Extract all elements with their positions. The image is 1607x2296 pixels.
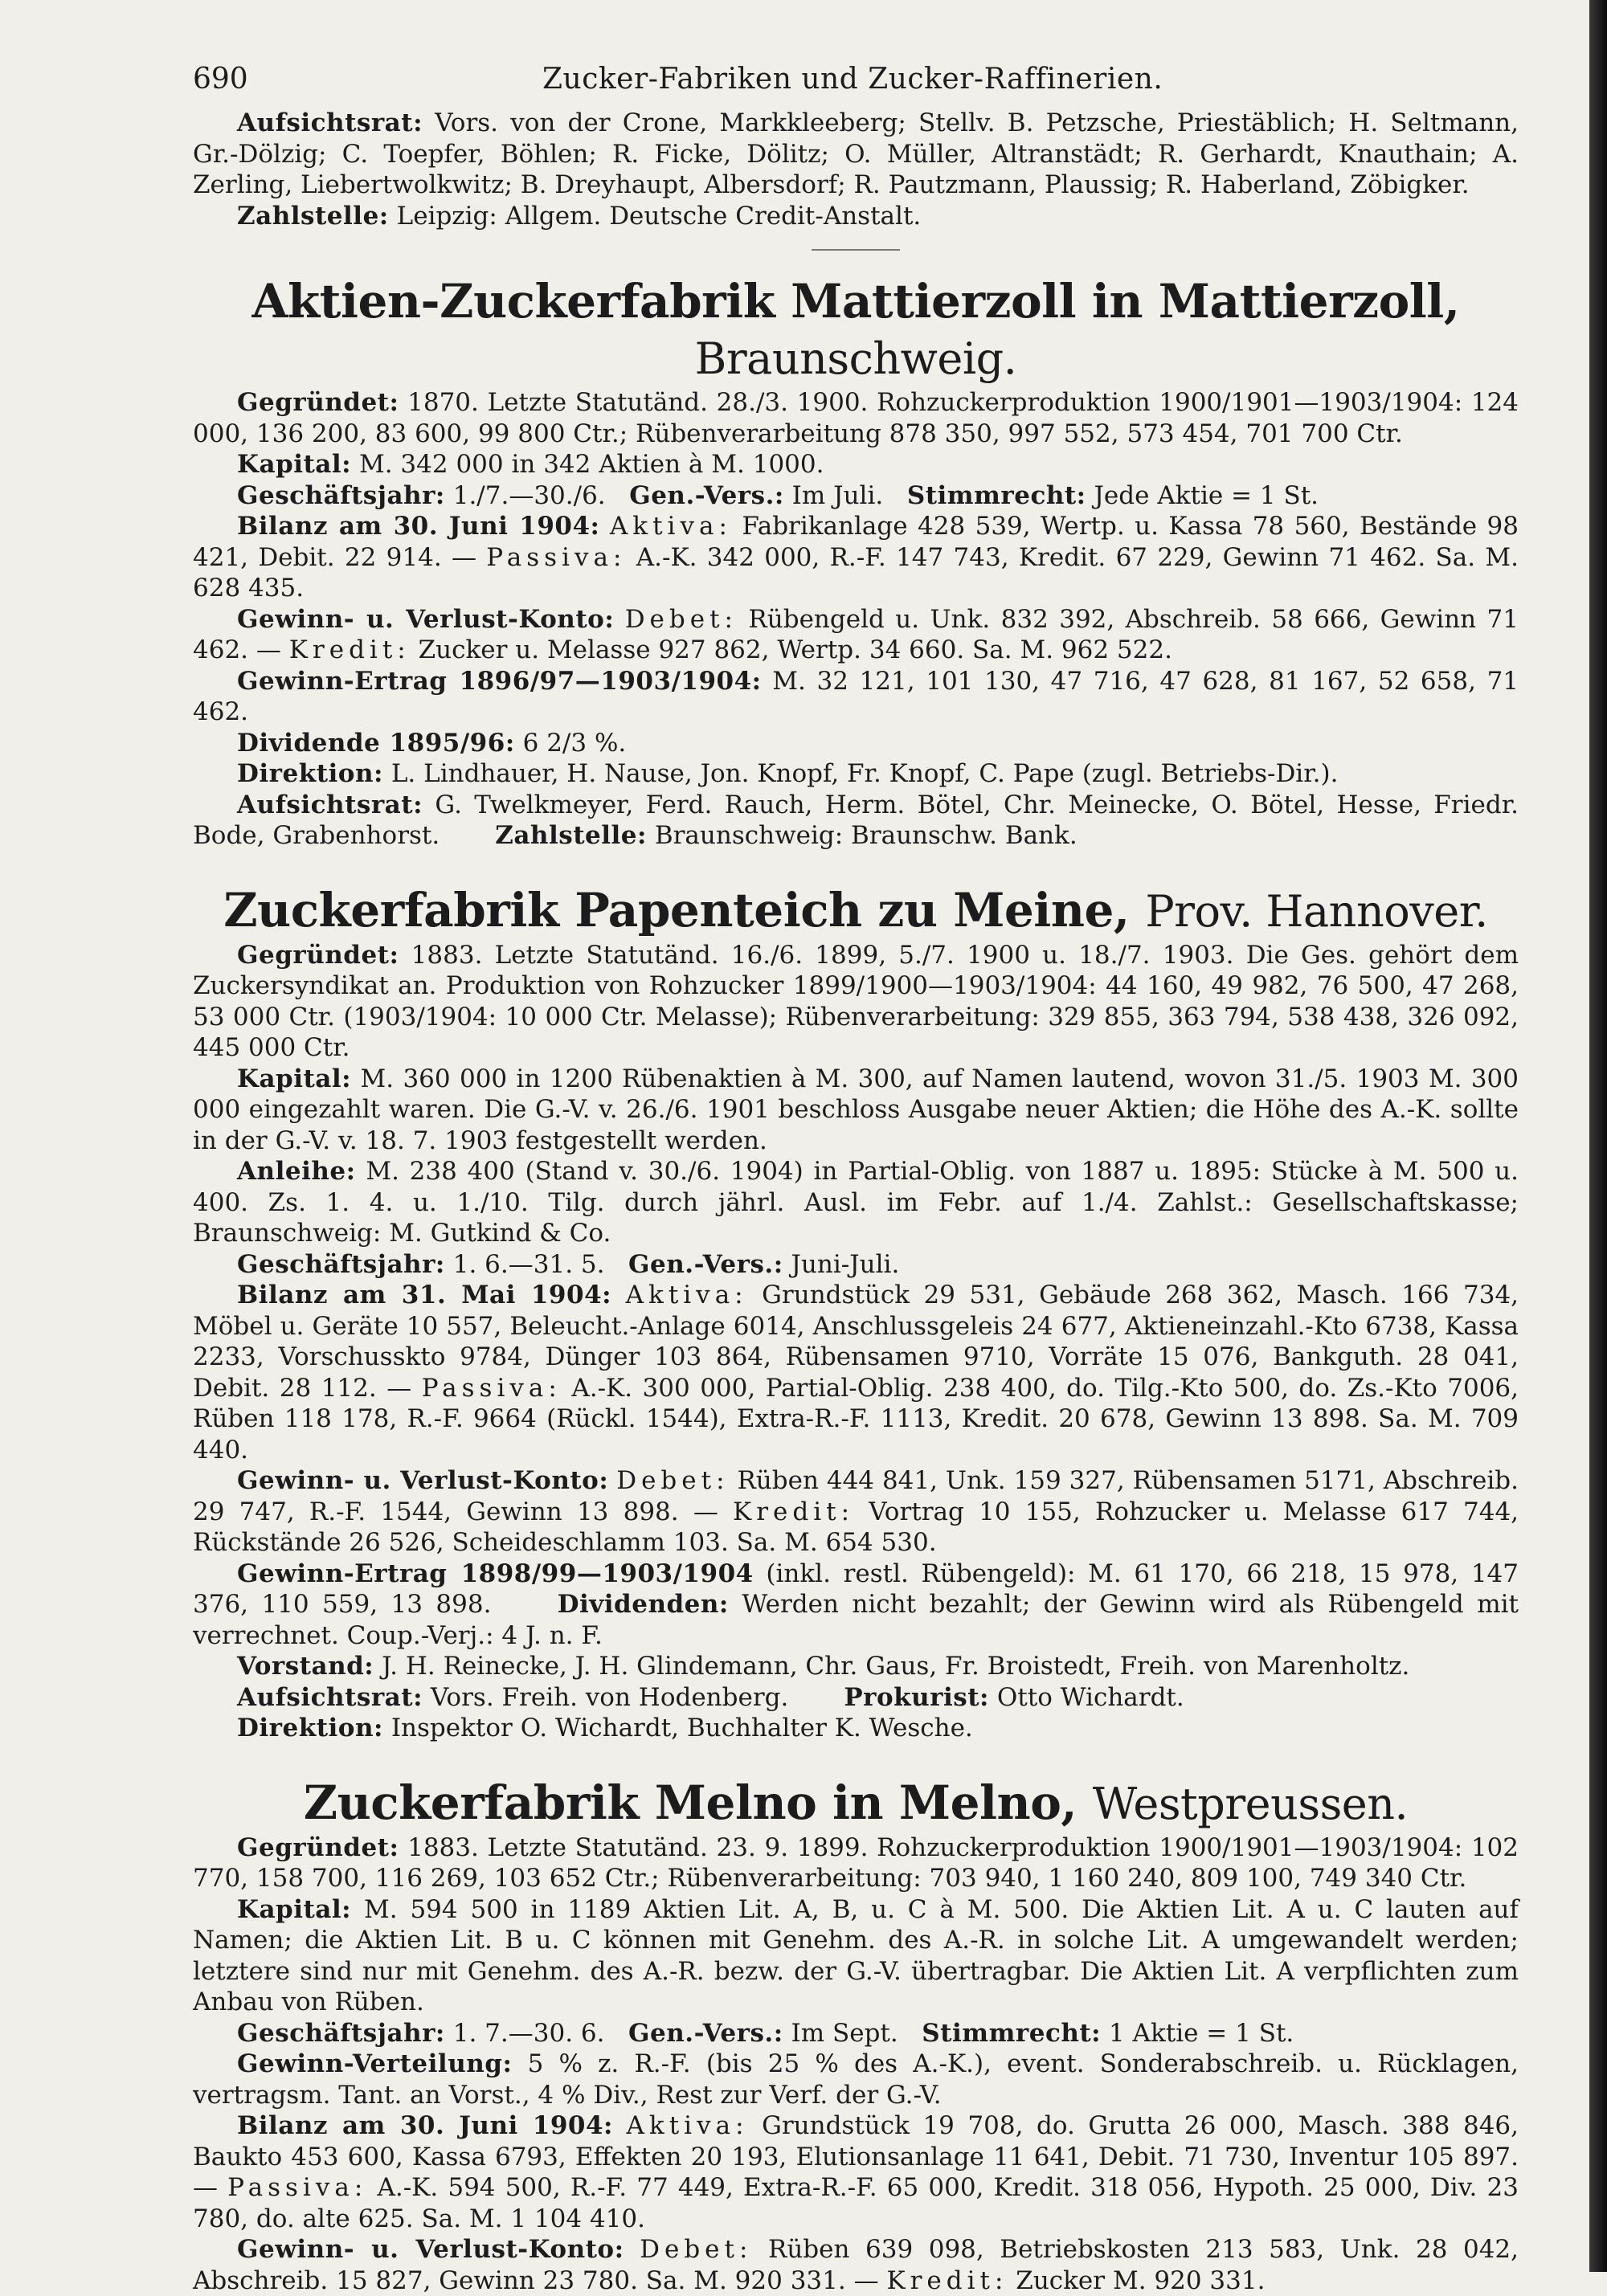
- field-text: L. Lindhauer, H. Nause, Jon. Knopf, Fr. Knopf, C. Pape (zugl. Betriebs-Dir.).: [391, 759, 1339, 788]
- ertrag-paragraph: [193, 1559, 1519, 1652]
- geschaeftsjahr-paragraph: [193, 1249, 1519, 1281]
- kapital-paragraph: [193, 449, 1519, 480]
- field-label: Gen.-Vers.:: [628, 1250, 783, 1279]
- field-label: Aufsichtsrat:: [237, 1683, 423, 1712]
- field-text: Braunschweig.: [695, 333, 1017, 384]
- kapital-paragraph: [193, 1064, 1519, 1157]
- section-divider: [812, 249, 900, 251]
- field-label: Gegründet:: [237, 1833, 399, 1862]
- field-text: Aktien-Zuckerfabrik Mattierzoll in Mattierzoll,: [251, 274, 1459, 329]
- field-text: Otto Wichardt.: [997, 1683, 1184, 1712]
- field-label: Zahlstelle:: [237, 202, 389, 231]
- field-text: Werden nicht bezahlt; der Gewinn wird als Rübengeld mit verrechnet. Coup.-Verj.: 4 J. n. F.: [193, 1590, 1519, 1650]
- field-text: Leipzig: Allgem. Deutsche Credit-Anstalt.: [397, 202, 922, 231]
- field-text: Rüben 444 841, Unk. 159 327, Rübensamen 5171, Abschreib. 29 747, R.-F. 1544, Gewinn 13 898. —: [193, 1466, 1519, 1526]
- field-text: Zuckerfabrik Papenteich zu Meine,: [223, 883, 1129, 938]
- field-text: A.-K. 594 500, R.-F. 77 449, Extra-R.-F. 65 000, Kredit. 318 056, Hypoth. 25 000, Div. 23 780, do. alte 625. Sa. M. 1 104 410.: [193, 2173, 1519, 2233]
- ertrag-paragraph: [193, 666, 1519, 728]
- guv-paragraph: [193, 1465, 1519, 1559]
- company-title: [193, 882, 1519, 940]
- field-text: 1 Aktie = 1 St.: [1109, 2019, 1294, 2048]
- field-label: Geschäftsjahr:: [237, 2019, 445, 2048]
- field-text: A.-K. 342 000, R.-F. 147 743, Kredit. 67 229, Gewinn 71 462. Sa. M. 628 435.: [193, 543, 1519, 603]
- field-text: Vortrag 10 155, Rohzucker u. Melasse 617 744, Rückstände 26 526, Scheideschlamm 103. Sa. M. 654 530.: [193, 1497, 1519, 1558]
- field-text: Zucker u. Melasse 927 862, Wertp. 34 660. Sa. M. 962 522.: [419, 635, 1172, 664]
- field-label: Kapital:: [237, 1895, 351, 1924]
- bilanz-paragraph: [193, 2110, 1519, 2234]
- company-entry: [193, 273, 1519, 852]
- geschaeftsjahr-paragraph: [193, 480, 1519, 512]
- field-label: Bilanz am 30. Juni 1904:: [237, 512, 599, 541]
- field-label: Gegründet:: [237, 941, 399, 970]
- field-text: Vors. von der Crone, Markkleeberg; Stellv. B. Petzsche, Priestäblich; H. Seltmann, Gr.-Dölzig; C. Toepfer, Böhlen; R. Ficke, Dölitz; O. Müller, Altranstädt; R. Gerhardt, Knauthain; A. Zerling, Liebertwolkwitz; B. Dreyhaupt, Albersdorf; R. Pautzmann, Plaussig; R. Haberland, Zöbigker.: [193, 108, 1519, 199]
- field-text: 1883. Letzte Statutänd. 23. 9. 1899. Rohzuckerproduktion 1900/1901—1903/1904: 102 770, 158 700, 116 269, 103 652 Ctr.; Rübenverarbeitung: 703 940, 1 160 240, 809 100, 749 340 Ctr.: [193, 1833, 1519, 1894]
- field-label: Aktiva:: [610, 512, 732, 541]
- aufsichtsrat-paragraph: [193, 1682, 1519, 1714]
- field-label: Geschäftsjahr:: [237, 1250, 445, 1279]
- field-text: Grundstück 19 708, do. Grutta 26 000, Masch. 388 846, Baukto 453 600, Kassa 6793, Effekten 20 193, Elutionsanlage 11 641, Debit. 71 730, Inventur 105 897. —: [193, 2111, 1519, 2202]
- section-gap: [193, 1744, 1519, 1775]
- field-label: Gewinn- u. Verlust-Konto:: [237, 1466, 608, 1495]
- field-label: Zahlstelle:: [495, 821, 647, 850]
- field-text: 6 2/3 %.: [523, 729, 627, 758]
- field-label: Gen.-Vers.:: [628, 2019, 783, 2048]
- field-text: 1883. Letzte Statutänd. 16./6. 1899, 5./7. 1900 u. 18./7. 1903. Die Ges. gehört dem Zuckersyndikat an. Produktion von Rohzucker 1899/1900—1903/1904: 44 160, 49 982, 76 500, 47 268, 53 000 Ctr. (1903/1904: 10 000 Ctr. Melasse); Rübenverarbeitung: 329 855, 363 794, 538 438, 326 092, 445 000 Ctr.: [193, 941, 1519, 1063]
- field-text: Im Juli.: [792, 481, 884, 510]
- field-text: J. H. Reinecke, J. H. Glindemann, Chr. Gaus, Fr. Broistedt, Freih. von Marenholtz.: [382, 1652, 1409, 1681]
- field-label: Aufsichtsrat:: [237, 108, 423, 137]
- field-label: Direktion:: [237, 1714, 383, 1742]
- company-entry: [193, 882, 1519, 1744]
- field-text: 5 % z. R.-F. (bis 25 % des A.-K.), event. Sonderabschreib. u. Rücklagen, vertragsm. Tant. an Vorst., 4 % Div., Rest zur Verf. der G.-V.: [193, 2049, 1519, 2110]
- field-text: M. 342 000 in 342 Aktien à M. 1000.: [359, 450, 824, 479]
- field-text: 1. 6.—31. 5.: [453, 1250, 605, 1279]
- guv-paragraph: [193, 604, 1519, 666]
- field-label: Gewinn- u. Verlust-Konto:: [237, 2235, 624, 2264]
- field-text: Grundstück 29 531, Gebäude 268 362, Masch. 166 734, Möbel u. Geräte 10 557, Beleucht.-Anlage 6014, Anschlussgeleis 24 677, Aktieneinzahl.-Kto 6738, Kassa 2233, Vorschusskto 9784, Dünger 103 864, Rübensamen 9710, Vorräte 15 076, Bankguth. 28 041, Debit. 28 112. —: [193, 1281, 1519, 1403]
- field-text: (inkl. restl. Rübengeld): M. 61 170, 66 218, 15 978, 147 376, 110 559, 13 898.: [193, 1559, 1519, 1620]
- field-label: Debet:: [640, 2235, 752, 2264]
- field-text: Rüben 639 098, Betriebskosten 213 583, Unk. 28 042, Abschreib. 15 827, Gewinn 23 780. Sa. M. 920 331. —: [193, 2235, 1519, 2295]
- field-text: Jede Aktie = 1 St.: [1094, 481, 1319, 510]
- field-label: Aufsichtsrat:: [237, 791, 423, 819]
- field-label: Bilanz am 31. Mai 1904:: [237, 1281, 611, 1309]
- field-text: Vors. Freih. von Hodenberg.: [431, 1683, 788, 1712]
- field-label: Kredit:: [886, 2266, 1008, 2295]
- bilanz-paragraph: [193, 1280, 1519, 1465]
- field-label: Passiva:: [486, 543, 626, 572]
- field-label: Dividenden:: [558, 1590, 729, 1619]
- field-text: Westpreussen.: [1093, 1779, 1408, 1829]
- company-entry: [193, 1775, 1519, 2296]
- geschaeftsjahr-paragraph: [193, 2018, 1519, 2049]
- field-label: Debet:: [625, 605, 738, 634]
- aufsichtsrat-paragraph: [193, 108, 1519, 201]
- field-text: Fabrikanlage 428 539, Wertp. u. Kassa 78 560, Bestände 98 421, Debit. 22 914. —: [193, 512, 1519, 572]
- field-label: Direktion:: [237, 759, 383, 788]
- field-text: A.-K. 300 000, Partial-Oblig. 238 400, do. Tilg.-Kto 500, do. Zs.-Kto 7006, Rüben 118 178, R.-F. 9664 (Rückl. 1544), Extra-R.-F. 1113, Kredit. 20 678, Gewinn 13 898. Sa. M. 709 440.: [193, 1374, 1519, 1465]
- field-text: 1. 7.—30. 6.: [453, 2019, 605, 2048]
- page-edge-shadow: [1589, 0, 1607, 2272]
- kapital-paragraph: [193, 1894, 1519, 2018]
- field-label: Aktiva:: [626, 1281, 748, 1309]
- gegruendet-paragraph: [193, 940, 1519, 1064]
- field-label: Gewinn-Ertrag 1898/99—1903/1904: [237, 1559, 754, 1588]
- document-page: [193, 56, 1519, 2296]
- field-label: Vorstand:: [237, 1652, 374, 1681]
- previous-entry-tail: [193, 108, 1519, 231]
- section-gap: [193, 852, 1519, 882]
- field-text: Braunschweig: Braunschw. Bank.: [655, 821, 1077, 850]
- field-text: 1870. Letzte Statutänd. 28./3. 1900. Rohzuckerproduktion 1900/1901—1903/1904: 124 000, 136 200, 83 600, 99 800 Ctr.; Rübenverarbeitung 878 350, 997 552, 573 454, 701 700 Ctr.: [193, 388, 1519, 448]
- field-text: Zuckerfabrik Melno in Melno,: [304, 1775, 1077, 1830]
- dividende-paragraph: [193, 728, 1519, 759]
- field-label: Bilanz am 30. Juni 1904:: [237, 2111, 613, 2140]
- field-text: Inspektor O. Wichardt, Buchhalter K. Wesche.: [391, 1714, 973, 1742]
- page-header: [193, 56, 1519, 108]
- anleihe-paragraph: [193, 1156, 1519, 1249]
- gegruendet-paragraph: [193, 1832, 1519, 1894]
- bilanz-paragraph: [193, 511, 1519, 604]
- direktion-paragraph: [193, 1713, 1519, 1744]
- field-label: Kapital:: [237, 450, 351, 479]
- field-text: Juni-Juli.: [791, 1250, 900, 1279]
- field-label: Geschäftsjahr:: [237, 481, 445, 510]
- field-text: M. 32 121, 101 130, 47 716, 47 628, 81 167, 52 658, 71 462.: [193, 667, 1519, 727]
- field-text: 1./7.—30./6.: [453, 481, 606, 510]
- field-label: Gegründet:: [237, 388, 399, 417]
- field-text: M. 238 400 (Stand v. 30./6. 1904) in Partial-Oblig. von 1887 u. 1895: Stücke à M. 500 u. 400. Zs. 1. 4. u. 1./10. Tilg. durch jährl. Ausl. im Febr. auf 1./4. Zahlst.: Gesellschaftskasse; Braunschweig: M. Gutkind & Co.: [193, 1157, 1519, 1248]
- gewinn-verteilung-paragraph: [193, 2049, 1519, 2110]
- guv-paragraph: [193, 2234, 1519, 2296]
- field-label: Passiva:: [422, 1374, 562, 1403]
- field-label: Aktiva:: [627, 2111, 749, 2140]
- direktion-paragraph: [193, 758, 1519, 790]
- field-label: Kredit:: [733, 1497, 854, 1526]
- field-label: Passiva:: [227, 2173, 367, 2202]
- field-label: Gen.-Vers.:: [629, 481, 784, 510]
- field-text: Prov. Hannover.: [1145, 886, 1487, 937]
- field-label: Gewinn-Ertrag 1896/97—1903/1904:: [237, 667, 762, 696]
- zahlstelle-paragraph: [193, 201, 1519, 232]
- field-text: M. 360 000 in 1200 Rübenaktien à M. 300, auf Namen lautend, wovon 31./5. 1903 M. 300 000 eingezahlt waren. Die G.-V. v. 26./6. 1901 beschloss Ausgabe neuer Aktien; die Höhe des A.-K. sollte in der G.-V. v. 18. 7. 1903 festgestellt werden.: [193, 1064, 1519, 1155]
- field-label: Stimmrecht:: [907, 481, 1086, 510]
- aufsichtsrat-paragraph: [193, 790, 1519, 852]
- field-text: G. Twelkmeyer, Ferd. Rauch, Herm. Bötel, Chr. Meinecke, O. Bötel, Hesse, Friedr. Bode, Grabenhorst.: [193, 791, 1519, 851]
- company-title: [193, 1775, 1519, 1832]
- page-number: 690: [193, 63, 248, 96]
- field-text: Rübengeld u. Unk. 832 392, Abschreib. 58 666, Gewinn 71 462. —: [193, 605, 1519, 665]
- field-label: Kapital:: [237, 1064, 351, 1093]
- field-label: Kredit:: [289, 635, 411, 664]
- field-text: Im Sept.: [791, 2019, 898, 2048]
- field-label: Stimmrecht:: [922, 2019, 1101, 2048]
- gegruendet-paragraph: [193, 387, 1519, 449]
- field-label: Anleihe:: [237, 1157, 356, 1186]
- field-label: Dividende 1895/96:: [237, 729, 515, 758]
- running-title: Zucker-Fabriken und Zucker-Raffinerien.: [542, 63, 1163, 96]
- field-label: Gewinn- u. Verlust-Konto:: [237, 605, 614, 634]
- field-text: M. 594 500 in 1189 Aktien Lit. A, B, u. C à M. 500. Die Aktien Lit. A u. C lauten auf Namen; die Aktien Lit. B u. C können mit Genehm. des A.-R. in solche Lit. A umgewandelt werden; letztere sind nur mit Genehm. des A.-R. bezw. der G.-V. übertragbar. Die Aktien Lit. A verpflichten zum Anbau von Rüben.: [193, 1895, 1519, 2017]
- field-label: Gewinn-Verteilung:: [237, 2049, 512, 2078]
- field-label: Prokurist:: [844, 1683, 989, 1712]
- vorstand-paragraph: [193, 1651, 1519, 1682]
- field-label: Debet:: [616, 1466, 729, 1495]
- field-text: Zucker M. 920 331.: [1016, 2266, 1265, 2295]
- company-title: [193, 273, 1519, 387]
